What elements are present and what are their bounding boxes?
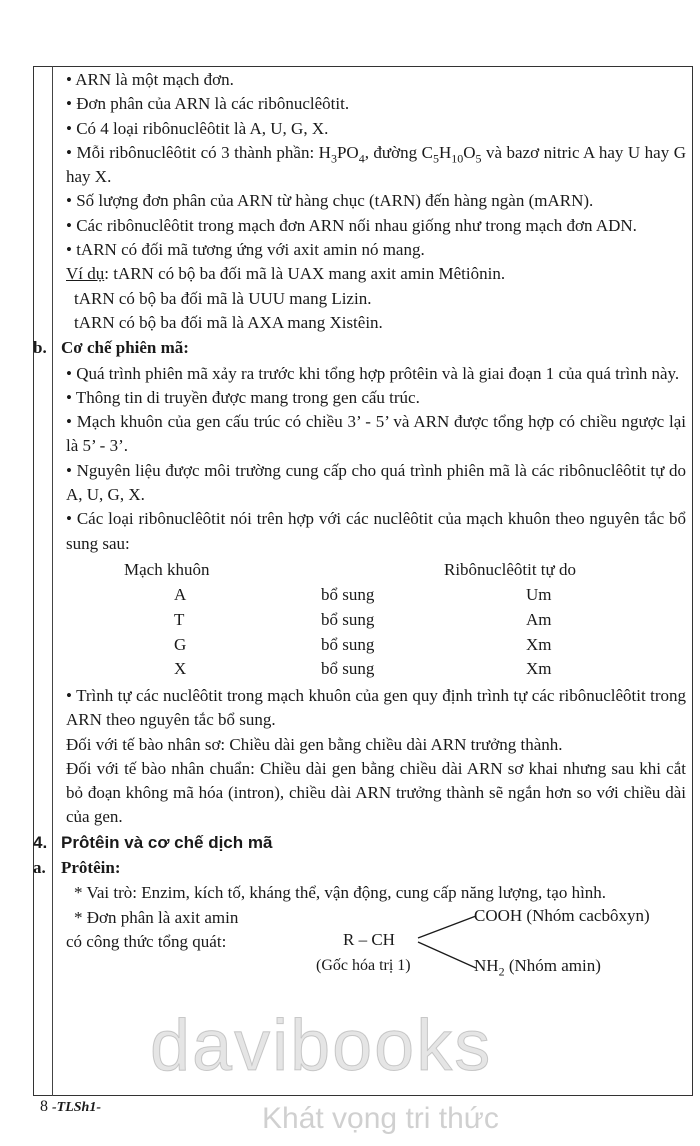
bullet-transcription-1: • Quá trình phiên mã xảy ra trước khi tổng hợp prôtêin và là giai đoạn 1 của quá trình này. [66,362,686,386]
bullet-sequence: • Trình tự các nuclêôtit trong mạch khuôn của gen quy định trình tự các ribônuclêôtit trong ARN theo nguyên tắc bổ sung. [66,684,686,733]
bullet-linkage: • Các ribônuclêôtit trong mạch đơn ARN nối nhau giống như trong mạch đơn ADN. [66,214,686,238]
formula-amine: $NH_2$ (Nhóm amin) [474,955,601,978]
table-row: X bổ sung Xm [174,659,552,679]
bullet-transcription-3: • Mạch khuôn của gen cấu trúc có chiều 3’ - 5’ và ARN được tổng hợp có chiều ngược lại là 5’ - 3’. [66,410,686,459]
para-prokaryote: Đối với tế bào nhân sơ: Chiều dài gen bằng chiều dài ARN trưởng thành. [66,734,563,754]
formula-carboxyl: COOH (Nhóm cacbôxyn) [474,905,650,925]
table-row: A bổ sung Um [174,584,552,604]
watermark-logo: davibooks [150,1006,493,1086]
table-row: T bổ sung Am [174,609,552,629]
table-header [66,558,686,583]
bullet-monomer-count: • Số lượng đơn phân của ARN từ hàng chục (tARN) đến hàng ngàn (mARN). [66,189,686,213]
bullet-four-types: • Có 4 loại ribônuclêôtit là A, U, G, X. [66,117,686,141]
example-2: tARN có bộ ba đối mã là UUU mang Lizin. [74,288,372,308]
bullet-arn-monomer: • Đơn phân của ARN là các ribônuclêôtit. [66,92,686,116]
watermark-tagline: Khát vọng tri thức [262,1102,499,1135]
bullet-anticodon: • tARN có đối mã tương ứng với axit amin nó mang. [66,238,686,262]
page-content [33,68,687,978]
page-footer [40,1098,101,1116]
page-code: -TLSh1- [52,1100,101,1115]
bullet-transcription-2: • Thông tin di truyền được mang trong gen cấu trúc. [66,386,686,410]
heading-protein-translation: 4. Prôtêin và cơ chế dịch mã [33,832,273,852]
pairing-table [66,558,686,682]
bullet-arn-single-strand: • ARN là một mạch đơn. [66,68,686,92]
heading-protein: a. Prôtêin: [33,858,121,877]
formula-radical: (Gốc hóa trị 1) [316,956,411,974]
formula-r-ch: R – CH [343,929,395,949]
protein-role: * Vai trò: Enzim, kích tố, kháng thể, vận động, cung cấp năng lượng, tạo hình. [74,883,607,903]
formula-bonds [416,906,486,976]
bullet-components: • Mỗi ribônuclêôtit có 3 thành phần: $H_3PO_4$, đường $C_5H_{10}O_5$ và bazơ nitric A hay U hay G hay X. [66,141,686,190]
monomer-text: * Đơn phân là axit amin [74,907,239,927]
bullet-transcription-5: • Các loại ribônuclêôtit nói trên hợp với các nuclêôtit của mạch khuôn theo nguyên tắc bổ sung sau: [66,507,686,556]
example-1: Ví dụ: tARN có bộ ba đối mã là UAX mang axit amin Mêtiônin. [66,264,506,284]
margin-rule [52,66,53,1096]
amino-acid-formula [66,905,686,978]
example-3: tARN có bộ ba đối mã là AXA mang Xistêin. [74,312,383,332]
heading-transcription: b. Cơ chế phiên mã: [33,338,189,358]
formula-intro: có công thức tổng quát: [66,931,227,951]
bullet-transcription-4: • Nguyên liệu được môi trường cung cấp cho quá trình phiên mã là các ribônuclêôtit tự do A, U, G, X. [66,459,686,508]
para-eukaryote: Đối với tế bào nhân chuẩn: Chiều dài gen bằng chiều dài ARN sơ khai nhưng sau khi cắt bỏ đoạn không mã hóa (intron), chiều dài ARN trưởng thành sẽ ngắn hơn so với chiều dài của gen. [66,758,686,827]
table-row: G bổ sung Xm [174,634,552,654]
page-number: 8 [40,1098,48,1115]
header-template: Mạch khuôn [124,560,210,580]
header-free-ribonucleotide: Ribônuclêôtit tự do [444,560,576,580]
